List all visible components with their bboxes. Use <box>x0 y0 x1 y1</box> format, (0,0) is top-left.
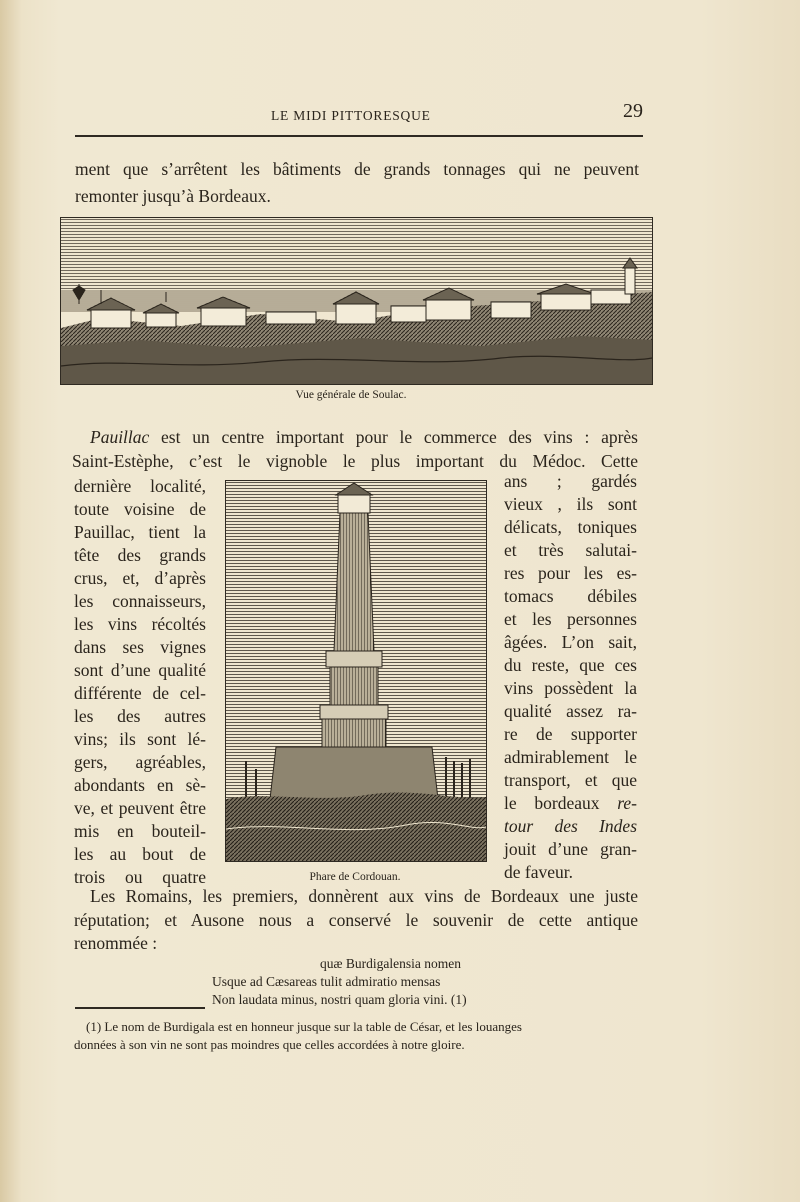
left-col-line: les au bout de <box>74 844 206 864</box>
footnote-line-2: données à son vin ne sont pas moindres que celles accordées à notre gloire. <box>74 1037 465 1052</box>
left-col-line: les connaisseurs, <box>74 591 206 611</box>
para-line-1 <box>90 426 638 448</box>
right-col-line: et les personnes <box>504 609 637 629</box>
left-col-line: Pauillac, tient la <box>74 522 206 542</box>
right-col-line: tomacs débiles <box>504 586 637 606</box>
left-col-line: tête des grands <box>74 545 206 565</box>
closing-line: renommée : <box>74 933 158 953</box>
closing-line: réputation; et Ausone nous a conservé le souvenir de cette antique <box>74 910 638 930</box>
footnote-line-1: (1) Le nom de Burdigala est en honneur jusque sur la table de César, et les louanges <box>86 1019 522 1034</box>
left-col-line: trois ou quatre <box>74 867 206 887</box>
right-col-line: re de supporter <box>504 724 637 744</box>
retour-italic-1: re- <box>617 793 637 813</box>
retour-italic-2: tour <box>504 816 534 836</box>
closing-line: Les Romains, les premiers, donnèrent aux vins de Bordeaux une juste <box>90 886 638 906</box>
right-col-line: res pour les es- <box>504 563 637 583</box>
running-head <box>75 100 643 128</box>
verse-line: Non laudata minus, nostri quam gloria vini. (1) <box>212 992 467 1007</box>
left-col-line: dans ses vignes <box>74 637 206 657</box>
soulac-caption: Vue générale de Soulac. <box>295 389 407 401</box>
right-col-line <box>504 815 637 837</box>
right-col-line: ans ; gardés <box>504 471 637 491</box>
para-line-2: Saint-Estèphe, c’est le vignoble le plus important du Médoc. Cette <box>72 451 638 471</box>
right-col-line: vins possèdent la <box>504 678 637 698</box>
right-col-line: vieux , ils sont <box>504 494 637 514</box>
page-number: 29 <box>623 100 643 122</box>
left-col-line: les des autres <box>74 706 206 726</box>
right-col-line: et très salutai- <box>504 540 637 560</box>
right-col-line <box>504 792 637 814</box>
verse-line: Usque ad Cæsareas tulit admiratio mensas <box>212 974 441 989</box>
running-title: LE MIDI PITTORESQUE <box>271 108 431 123</box>
left-col-line: dernière localité, <box>74 476 206 496</box>
cordouan-caption: Phare de Cordouan. <box>309 871 401 883</box>
soulac-engraving <box>60 217 653 385</box>
right-col-line: délicats, toniques <box>504 517 637 537</box>
left-col-line: ve, et peuvent être <box>74 798 206 818</box>
left-col-line: les vins récoltés <box>74 614 206 634</box>
right-col-text: le bordeaux <box>504 793 600 813</box>
header-rule <box>75 135 643 137</box>
left-col-line: vins; ils sont lé- <box>74 729 206 749</box>
footnote-rule <box>75 1007 205 1009</box>
right-col-line: de faveur. <box>504 862 573 882</box>
cordouan-engraving <box>225 480 487 862</box>
right-col-text: des Indes <box>554 816 638 836</box>
right-col-line: admirablement le <box>504 747 637 767</box>
intro-line-1: ment que s’arrêtent les bâtiments de grands tonnages qui ne peuvent <box>75 159 639 179</box>
right-col-line: jouit d’une gran- <box>504 839 637 859</box>
left-col-line: mis en bouteil- <box>74 821 206 841</box>
verse-line: quæ Burdigalensia nomen <box>320 956 461 971</box>
left-col-line: toute voisine de <box>74 499 206 519</box>
pauillac-word: Pauillac <box>90 427 150 447</box>
right-col-line: transport, et que <box>504 770 637 790</box>
left-col-line: différente de cel- <box>74 683 206 703</box>
para-line-1-rest: est un centre important pour le commerce des vins : après <box>149 427 638 447</box>
left-col-line: sont d’une qualité <box>74 660 206 680</box>
intro-line-2: remonter jusqu’à Bordeaux. <box>75 186 271 206</box>
right-col-line: qualité assez ra- <box>504 701 637 721</box>
left-col-line: crus, et, d’après <box>74 568 206 588</box>
left-col-line: abondants en sè- <box>74 775 206 795</box>
right-col-line: âgées. L’on sait, <box>504 632 637 652</box>
left-col-line: gers, agréables, <box>74 752 206 772</box>
right-col-line: du reste, que ces <box>504 655 637 675</box>
